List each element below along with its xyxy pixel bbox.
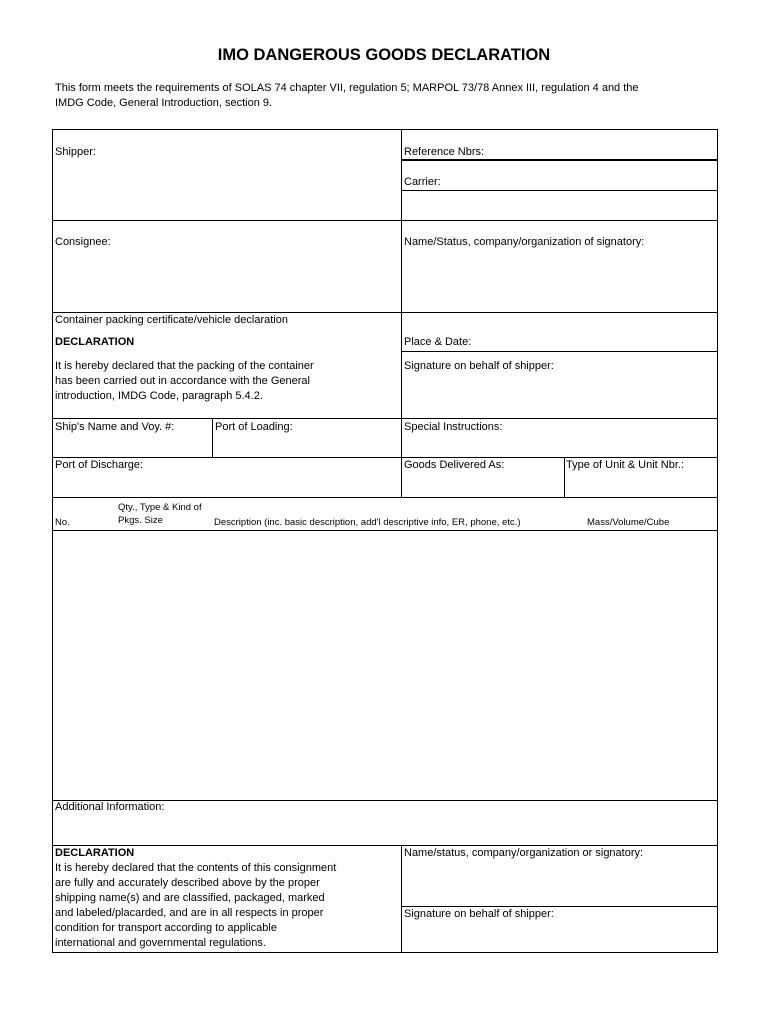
packing-declaration-line-2: has been carried out in accordance with the General [55, 375, 310, 387]
signature-shipper-label-2: Signature on behalf of shipper: [404, 908, 554, 920]
packing-declaration-line-3: introduction, IMDG Code, paragraph 5.4.2. [55, 390, 263, 402]
col-no-header: No. [55, 517, 70, 528]
signature-shipper-field-2[interactable] [402, 922, 717, 951]
consignment-declaration-line-6: international and governmental regulations. [55, 937, 266, 949]
additional-info-label: Additional Information: [55, 801, 165, 813]
signature-shipper-label: Signature on behalf of shipper: [404, 360, 554, 372]
consignment-declaration-line-3: shipping name(s) and are classified, packaged, marked [55, 892, 325, 904]
container-packing-label: Container packing certificate/vehicle declaration [55, 314, 288, 326]
goods-delivered-label: Goods Delivered As: [404, 459, 505, 471]
intro-line-1: This form meets the requirements of SOLAS 74 chapter VII, regulation 5; MARPOL 73/78 Annex III, regulation 4 and the [55, 82, 639, 94]
form-title: IMO DANGEROUS GOODS DECLARATION [217, 46, 551, 64]
consignment-declaration-line-4: and labeled/placarded, and are in all respects in proper [55, 907, 324, 919]
consignee-label: Consignee: [55, 236, 111, 248]
packing-declaration-line-1: It is hereby declared that the packing of the container [55, 360, 314, 372]
signatory-name-label-2: Name/status, company/organization or signatory: [404, 847, 644, 859]
consignment-declaration-line-1: It is hereby declared that the contents of this consignment [55, 862, 337, 874]
place-date-label: Place & Date: [404, 336, 472, 348]
ship-name-voy-label: Ship's Name and Voy. #: [55, 421, 175, 433]
intro-line-2: IMDG Code, General Introduction, section 9. [55, 97, 273, 109]
signatory-name-field-2[interactable] [402, 862, 717, 905]
consignment-declaration-line-5: condition for transport according to applicable [55, 922, 277, 934]
type-of-unit-label: Type of Unit & Unit Nbr.: [566, 459, 684, 471]
col-mass-header: Mass/Volume/Cube [587, 517, 670, 528]
consignee-field[interactable] [53, 250, 400, 311]
signatory-name-field[interactable] [402, 250, 717, 311]
port-discharge-label: Port of Discharge: [55, 459, 144, 471]
goods-description-area[interactable] [53, 531, 717, 799]
col-description-header: Description (inc. basic description, add'l descriptive info, ER, phone, etc.) [214, 517, 521, 528]
intro-text [55, 81, 695, 111]
consignment-declaration-heading: DECLARATION [55, 847, 135, 859]
shipper-label: Shipper: [55, 146, 96, 158]
consignment-declaration-line-2: are fully and accurately described above by the proper [55, 877, 320, 889]
reference-nbrs-label: Reference Nbrs: [404, 146, 485, 158]
packing-declaration-heading: DECLARATION [55, 336, 135, 348]
col-qty-header-line-2: Pkgs. Size [118, 515, 163, 526]
carrier-extra-field[interactable] [402, 191, 717, 219]
port-loading-label: Port of Loading: [215, 421, 293, 433]
signature-shipper-field[interactable] [402, 375, 717, 417]
shipper-field[interactable] [53, 160, 400, 219]
signatory-name-label: Name/Status, company/organization of signatory: [404, 236, 645, 248]
additional-info-field[interactable] [53, 816, 717, 844]
special-instructions-label: Special Instructions: [404, 421, 503, 433]
col-qty-header-line-1: Qty., Type & Kind of [118, 502, 202, 513]
carrier-label: Carrier: [404, 176, 441, 188]
